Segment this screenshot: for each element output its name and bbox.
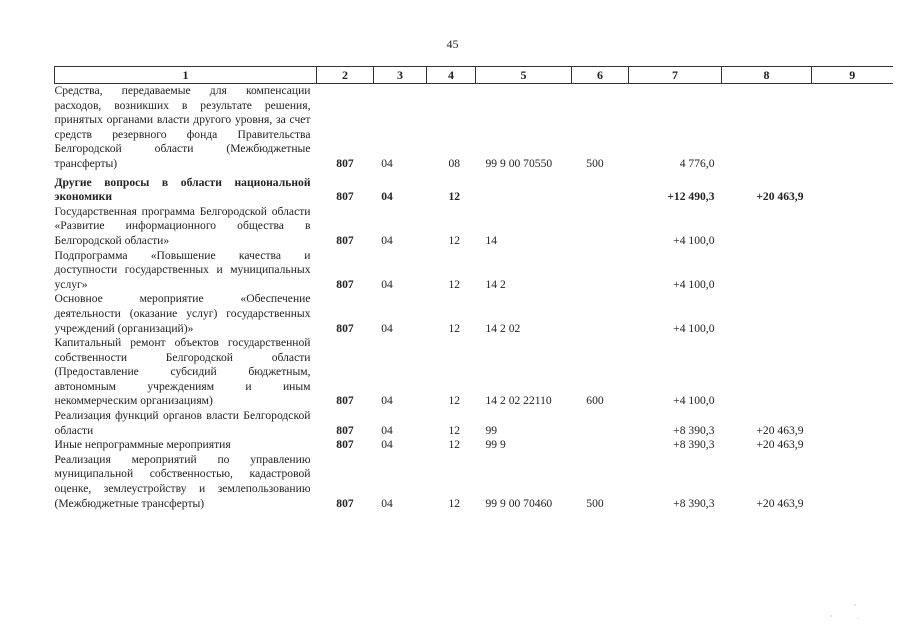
page-number: 45 — [446, 37, 459, 51]
row-col9 — [812, 205, 893, 249]
row-amount-col8 — [722, 84, 812, 172]
column-header: 3 — [374, 67, 427, 84]
row-amount-col8 — [722, 205, 812, 249]
row-amount-col8: +20 463,9 — [756, 496, 804, 510]
row-name: Основное мероприятие «Обеспечение деятельности (оказание услуг) государственных учреждений (организаций)» — [54, 292, 311, 335]
row-amount-col7: 4 776,0 — [679, 156, 715, 170]
row-amount-col8: +20 463,9 — [756, 438, 804, 452]
row-gr-code: 807 — [336, 438, 354, 452]
row-expense-type — [572, 205, 629, 249]
table-row — [55, 84, 893, 172]
row-name: Другие вопросы в области национальной экономики — [54, 175, 311, 204]
row-target-article: 14 — [485, 233, 498, 247]
row-subsection: 08 — [448, 156, 461, 170]
row-section: 04 — [381, 156, 393, 170]
budget-table — [54, 66, 893, 511]
table-row — [55, 438, 893, 453]
row-name: Реализация функций органов власти Белгородской области — [54, 409, 311, 437]
row-gr-code: 807 — [336, 233, 354, 247]
row-target-article: 99 9 00 70550 — [485, 156, 553, 170]
row-gr-code: 807 — [336, 277, 354, 291]
row-name: Государственная программа Белгородской области «Развитие информационного общества в Белгородской области» — [54, 204, 311, 247]
row-target-article — [476, 172, 572, 205]
row-gr-code: 807 — [336, 394, 354, 408]
row-target-article: 14 2 02 22110 — [485, 394, 552, 408]
row-section: 04 — [381, 190, 393, 204]
row-section: 04 — [381, 277, 393, 291]
column-header: 7 — [629, 67, 722, 84]
column-header: 4 — [427, 67, 476, 84]
row-target-article: 99 — [485, 423, 498, 437]
row-section: 04 — [381, 496, 393, 510]
row-amount-col7: +12 490,3 — [667, 190, 715, 204]
table-row — [55, 453, 893, 511]
column-header: 9 — [812, 67, 893, 84]
table-body — [55, 84, 893, 512]
row-target-article: 99 9 — [485, 438, 506, 452]
table-row — [55, 409, 893, 438]
row-amount-col8 — [722, 292, 812, 336]
row-amount-col8 — [722, 336, 812, 409]
row-col9 — [812, 438, 893, 453]
column-header: 2 — [317, 67, 374, 84]
table-row — [55, 292, 893, 336]
table-row — [55, 249, 893, 293]
table-header — [55, 67, 893, 84]
row-gr-code: 807 — [336, 496, 354, 510]
row-col9 — [812, 249, 893, 293]
row-name: Капитальный ремонт объектов государственной собственности Белгородской области (Предоставление субсидий бюджетным, автономным учреждениям и иным некоммерческим организациям) — [54, 336, 311, 408]
row-target-article: 14 2 02 — [485, 321, 521, 335]
column-header: 6 — [572, 67, 629, 84]
row-amount-col7: +4 100,0 — [673, 233, 715, 247]
row-subsection: 12 — [448, 277, 461, 291]
row-col9 — [812, 172, 893, 205]
row-amount-col7: +8 390,3 — [673, 423, 715, 437]
row-name: Средства, передаваемые для компенсации расходов, возникших в результате решения, принятых органами власти другого уровня, за счет средств резервного фонда Правительства Белгородской области (Межбюджетные трансферты) — [54, 84, 311, 170]
row-amount-col8: +20 463,9 — [756, 190, 804, 204]
row-expense-type — [572, 172, 629, 205]
row-target-article: 99 9 00 70460 — [485, 496, 553, 510]
row-name: Подпрограмма «Повышение качества и доступности государственных и муниципальных услуг» — [54, 248, 311, 291]
row-col9 — [812, 292, 893, 336]
row-expense-type: 500 — [586, 156, 604, 170]
row-name: Иные непрограммные мероприятия — [54, 438, 231, 452]
row-subsection: 12 — [448, 496, 461, 510]
row-subsection: 12 — [448, 394, 461, 408]
row-col9 — [812, 453, 893, 511]
table-row — [55, 205, 893, 249]
row-col9 — [812, 336, 893, 409]
row-gr-code: 807 — [336, 423, 354, 437]
column-header: 1 — [55, 67, 317, 84]
row-amount-col7: +4 100,0 — [673, 321, 715, 335]
row-section: 04 — [381, 233, 393, 247]
row-expense-type — [572, 292, 629, 336]
row-gr-code: 807 — [336, 156, 354, 170]
row-amount-col7: +8 390,3 — [673, 438, 715, 452]
row-col9 — [812, 84, 893, 172]
row-expense-type — [572, 409, 629, 438]
row-expense-type — [572, 438, 629, 453]
row-section: 04 — [381, 394, 393, 408]
row-subsection: 12 — [448, 321, 461, 335]
row-amount-col7: +4 100,0 — [673, 277, 715, 291]
row-amount-col8 — [722, 249, 812, 293]
table-row — [55, 336, 893, 409]
row-gr-code: 807 — [336, 321, 354, 335]
row-expense-type: 600 — [586, 394, 604, 408]
row-subsection: 12 — [448, 190, 461, 204]
row-expense-type: 500 — [586, 496, 604, 510]
row-col9 — [812, 409, 893, 438]
table-row — [55, 172, 893, 205]
row-subsection: 12 — [448, 233, 461, 247]
scan-specks — [825, 602, 865, 622]
row-expense-type — [572, 249, 629, 293]
row-subsection: 12 — [448, 438, 461, 452]
row-target-article: 14 2 — [485, 277, 506, 291]
row-section: 04 — [381, 321, 393, 335]
column-header: 8 — [722, 67, 812, 84]
row-subsection: 12 — [448, 423, 461, 437]
row-gr-code: 807 — [336, 190, 354, 204]
column-header: 5 — [476, 67, 572, 84]
row-name: Реализация мероприятий по управлению муниципальной собственностью, кадастровой оценке, землеустройству и землепользованию (Межбюджетные трансферты) — [54, 452, 311, 510]
row-amount-col7: +8 390,3 — [673, 496, 715, 510]
row-amount-col7: +4 100,0 — [673, 394, 715, 408]
row-section: 04 — [381, 423, 393, 437]
row-section: 04 — [381, 438, 393, 452]
row-amount-col8: +20 463,9 — [756, 423, 804, 437]
